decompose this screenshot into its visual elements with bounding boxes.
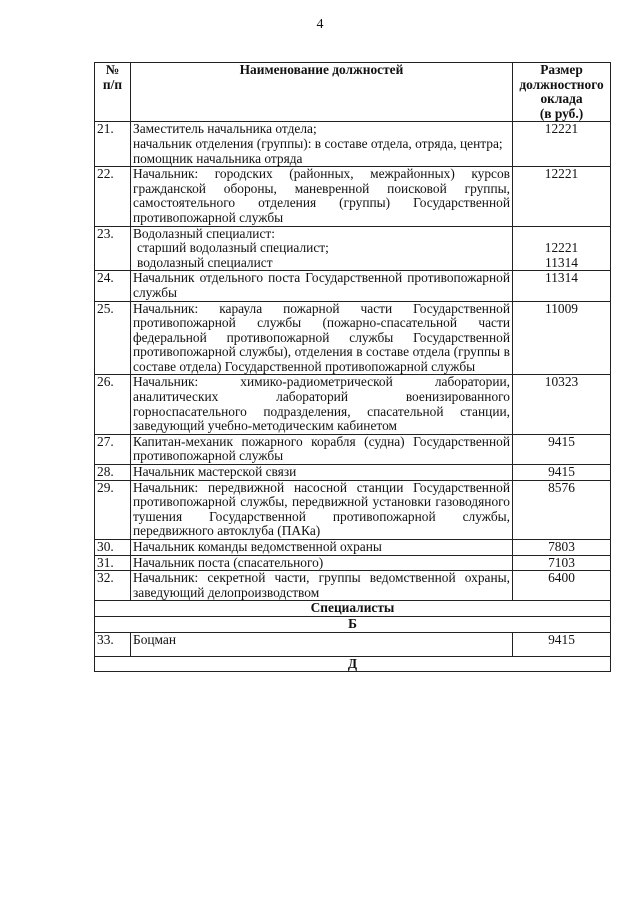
salary-value: 8576 (513, 480, 611, 539)
row-number: 23. (95, 226, 131, 271)
row-number: 31. (95, 555, 131, 571)
salary-value: 9415 (513, 465, 611, 481)
table-row (95, 375, 611, 434)
table-row (95, 301, 611, 375)
header-position-name: Наименование должностей (131, 63, 513, 122)
position-name: Начальник отдельного поста Государственной противопожарной службы (131, 271, 513, 301)
salary-value: 9415 (513, 632, 611, 656)
table-row (95, 465, 611, 481)
table-row (95, 480, 611, 539)
position-name: Боцман (131, 632, 513, 656)
section-row (95, 601, 611, 617)
letter-row (95, 616, 611, 632)
row-number: 29. (95, 480, 131, 539)
salary-value: 11009 (513, 301, 611, 375)
position-name (131, 226, 513, 271)
table-row (95, 167, 611, 226)
salary-value (513, 226, 611, 271)
position-name: Начальник: передвижной насосной станции Государственной противопожарной службы, передвижной установки газоводяного тушения Государственной противопожарной службы, передвижного автоклуба (ПАКа) (131, 480, 513, 539)
salary-table (94, 62, 611, 672)
salary-value: 12221 (513, 122, 611, 167)
table-row (95, 540, 611, 556)
position-name: Начальник: химико-радиометрической лаборатории, аналитических лабораторий военизированного горноспасательного подразделения, спасательной станции, заведующий учебно-методическим кабинетом (131, 375, 513, 434)
position-name: Начальник мастерской связи (131, 465, 513, 481)
salary-value: 7103 (513, 555, 611, 571)
salary-value: 10323 (513, 375, 611, 434)
salary-line: 11314 (545, 254, 578, 270)
letter-heading-b: Б (95, 616, 611, 632)
page-number: 4 (316, 17, 324, 32)
header-salary-line: Размер (540, 62, 583, 77)
row-number: 25. (95, 301, 131, 375)
position-line: начальник отделения (группы): в составе отдела, отряда, центра; (133, 135, 503, 151)
position-line: Заместитель начальника отдела; (133, 121, 317, 137)
row-number: 32. (95, 571, 131, 601)
header-number-line: п/п (102, 76, 123, 92)
table-row (95, 571, 611, 601)
header-number-line: № (105, 62, 120, 77)
salary-line: 12221 (544, 240, 579, 256)
row-number: 33. (95, 632, 131, 656)
row-number: 27. (95, 434, 131, 464)
position-name: Начальник: караула пожарной части Государственной противопожарной службы (пожарно-спасательной части федеральной противопожарной службы Государственной противопожарной службы), отделения в составе отдела (группы в составе отдела) Государственной противопожарной службы (131, 301, 513, 375)
position-name: Капитан-механик пожарного корабля (судна) Государственной противопожарной службы (131, 434, 513, 464)
table-row (95, 555, 611, 571)
position-line: водолазный специалист (137, 254, 273, 270)
table-row (95, 632, 611, 656)
header-number (95, 63, 131, 122)
salary-value: 11314 (513, 271, 611, 301)
row-number: 30. (95, 540, 131, 556)
salary-value: 9415 (513, 434, 611, 464)
row-number: 28. (95, 465, 131, 481)
position-name (131, 122, 513, 167)
table-header-row (95, 63, 611, 122)
table-row (95, 271, 611, 301)
position-name: Начальник: секретной части, группы ведомственной охраны, заведующий делопроизводством (131, 571, 513, 601)
header-salary-line: оклада (540, 91, 583, 107)
header-salary-line: (в руб.) (539, 105, 584, 121)
header-salary-line: должностного (519, 76, 604, 92)
table-row (95, 226, 611, 271)
row-number: 26. (95, 375, 131, 434)
position-line: помощник начальника отряда (133, 150, 303, 166)
letter-heading-d: Д (95, 656, 611, 672)
row-number: 22. (95, 167, 131, 226)
letter-row (95, 656, 611, 672)
position-name: Начальник команды ведомственной охраны (131, 540, 513, 556)
position-name: Начальник: городских (районных, межрайонных) курсов гражданской обороны, маневренной поисковой группы, самостоятельного отделения (группы) Государственной противопожарной службы (131, 167, 513, 226)
row-number: 24. (95, 271, 131, 301)
position-line: старший водолазный специалист; (137, 240, 329, 256)
salary-value: 6400 (513, 571, 611, 601)
table-row (95, 434, 611, 464)
table-row (95, 122, 611, 167)
salary-value: 7803 (513, 540, 611, 556)
salary-value: 12221 (513, 167, 611, 226)
header-salary (513, 63, 611, 122)
row-number: 21. (95, 122, 131, 167)
position-name: Начальник поста (спасательного) (131, 555, 513, 571)
position-line: Водолазный специалист: (133, 225, 275, 241)
section-title: Специалисты (95, 601, 611, 617)
